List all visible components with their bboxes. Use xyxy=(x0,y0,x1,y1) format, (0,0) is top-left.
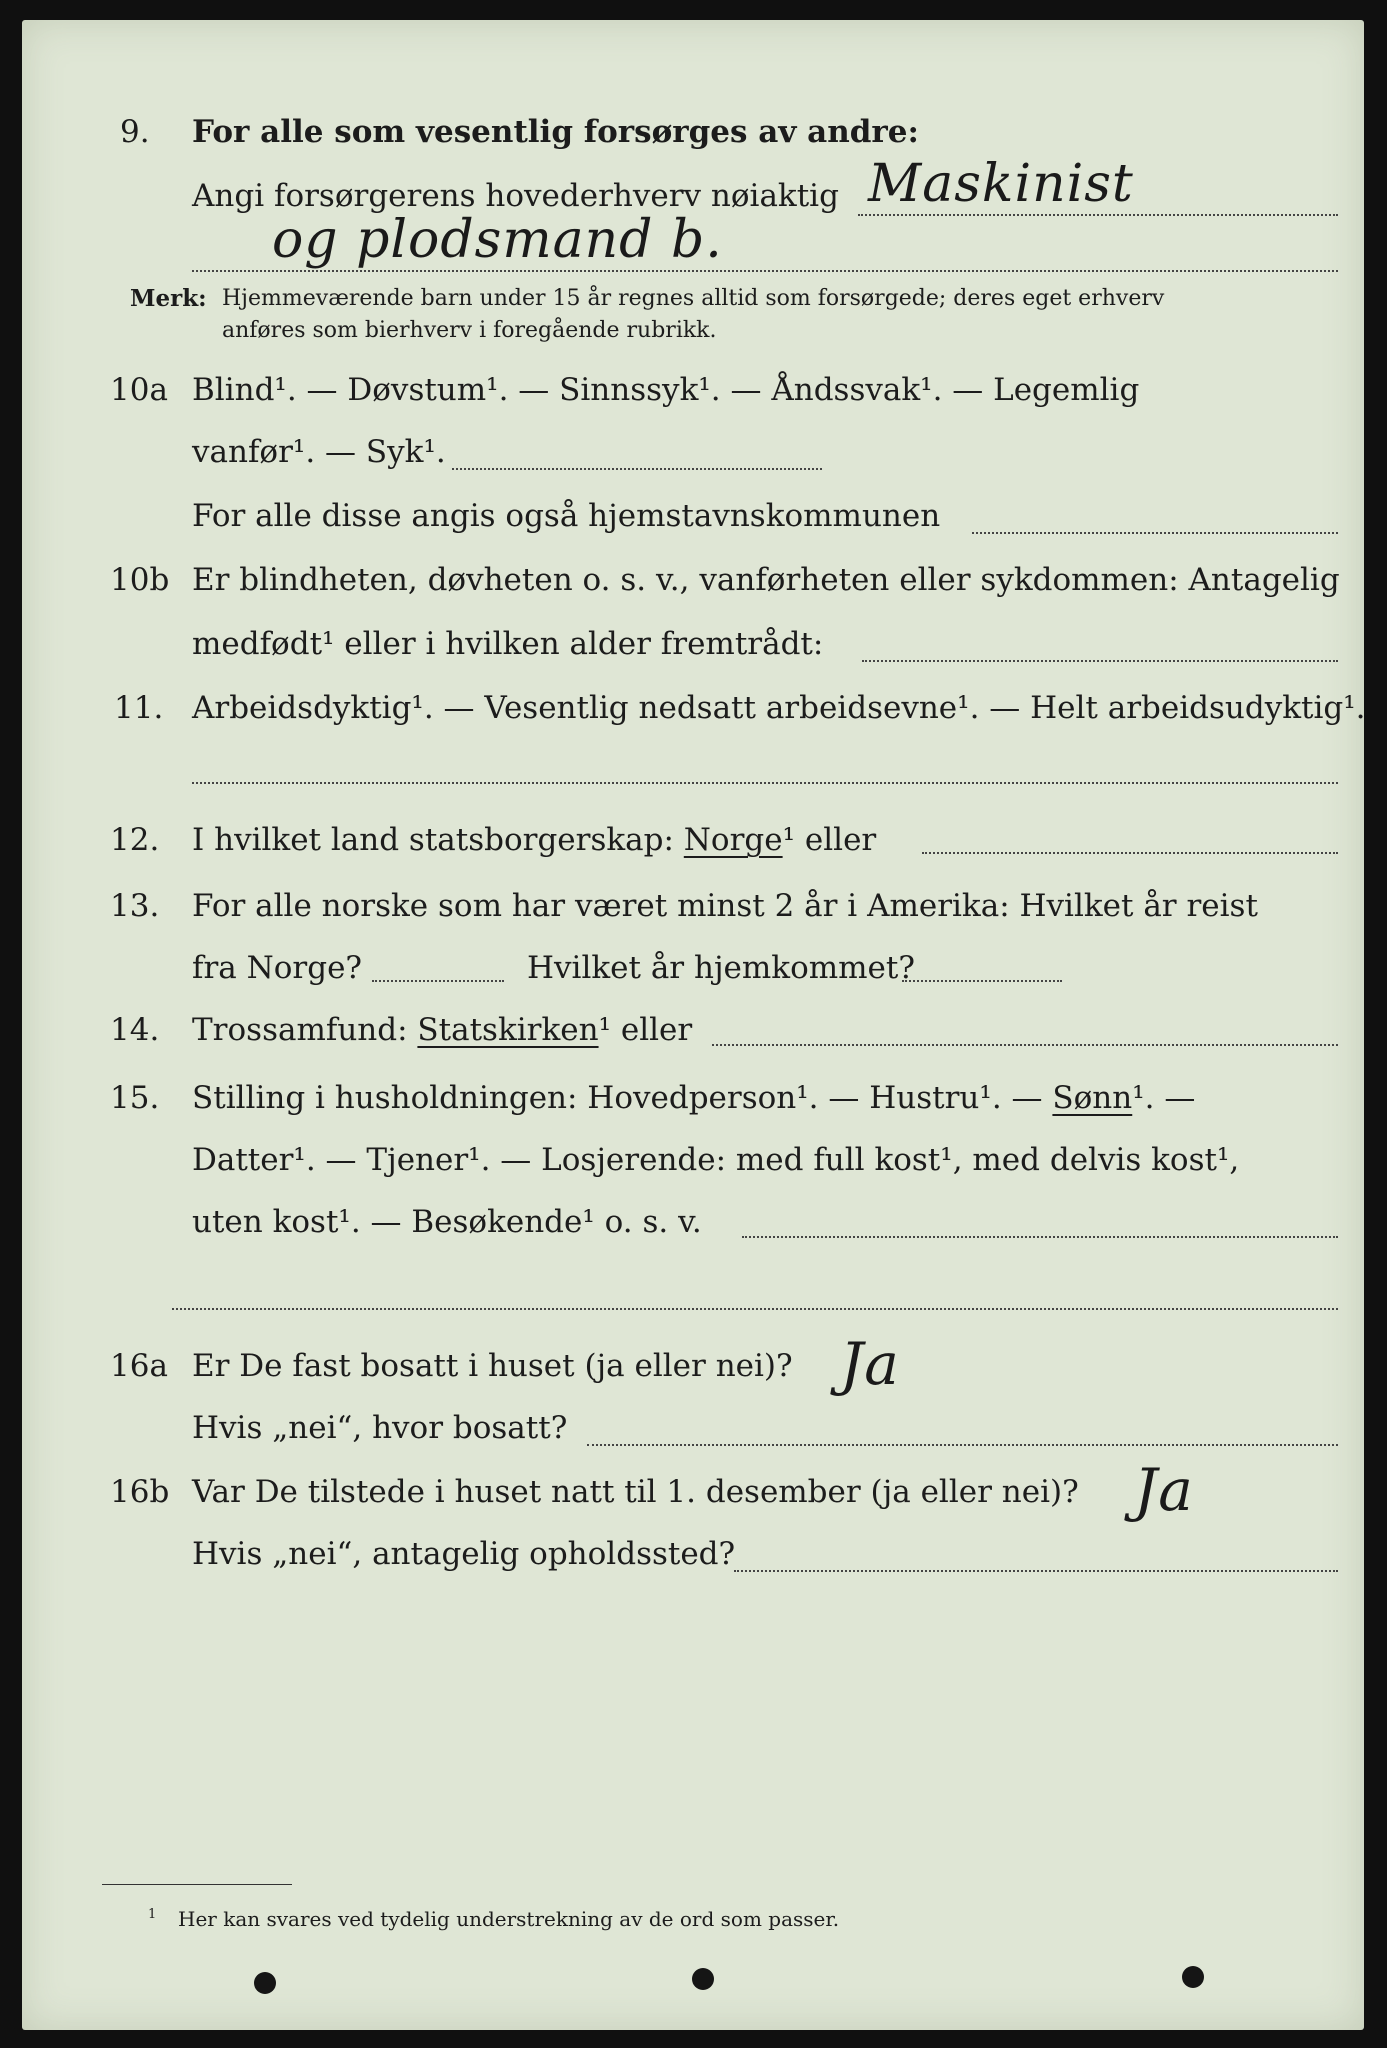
q10a-number: 10a xyxy=(110,372,168,408)
q13-text-1: For alle norske som har været minst 2 år i Amerika: Hvilket år reist xyxy=(192,888,1258,924)
q11-text: Arbeidsdyktig¹. — Vesentlig nedsatt arbeidsevne¹. — Helt arbeidsudyktig¹. xyxy=(192,690,1366,726)
punch-hole-center xyxy=(692,1968,714,1990)
q13-answer-line-2 xyxy=(902,980,1062,982)
q12-number: 12. xyxy=(110,822,160,858)
q10a-text-1: Blind¹. — Døvstum¹. — Sinnssyk¹. — Åndssvak¹. — Legemlig xyxy=(192,372,1140,408)
punch-hole-right xyxy=(1182,1966,1204,1988)
q13-answer-line-1 xyxy=(372,980,504,982)
q14-or: ¹ eller xyxy=(598,1012,693,1048)
q14-answer-line xyxy=(712,1044,1338,1046)
q11-answer-line xyxy=(192,782,1338,784)
census-form-page xyxy=(22,20,1364,2030)
q16b-text-2: Hvis „nei“, antagelig opholdssted? xyxy=(192,1536,736,1572)
q16b-number: 16b xyxy=(110,1474,170,1510)
q15-number: 15. xyxy=(110,1080,160,1116)
q12-selected-norge: Norge xyxy=(683,822,783,858)
q10b-text-2: medfødt¹ eller i hvilken alder fremtrådt: xyxy=(192,626,824,662)
merk-label: Merk: xyxy=(130,285,207,312)
q12-text xyxy=(192,820,876,860)
q15-selected-sonn: Sønn xyxy=(1052,1080,1133,1116)
q15-text-3: uten kost¹. — Besøkende¹ o. s. v. xyxy=(192,1204,702,1240)
q9-number: 9. xyxy=(120,114,150,150)
punch-hole-left xyxy=(254,1972,276,1994)
q15-text-1-pre: Stilling i husholdningen: Hovedperson¹. — Hustru¹. — xyxy=(192,1080,1043,1116)
q9-answer-line-2 xyxy=(192,270,1338,272)
q10b-number: 10b xyxy=(110,562,170,598)
q15-text-2: Datter¹. — Tjener¹. — Losjerende: med full kost¹, med delvis kost¹, xyxy=(192,1142,1240,1178)
q14-number: 14. xyxy=(110,1012,160,1048)
q10a-text-3: For alle disse angis også hjemstavnskommunen xyxy=(192,498,941,534)
q15-answer-line-2 xyxy=(172,1308,1338,1310)
q9-question: For alle som vesentlig forsørges av andre: xyxy=(192,114,919,150)
q15-answer-line-1 xyxy=(742,1236,1338,1238)
q16a-answer-line xyxy=(587,1444,1338,1446)
footnote-rule xyxy=(102,1884,292,1885)
q16b-text-1: Var De tilstede i huset natt til 1. desember (ja eller nei)? xyxy=(192,1474,1079,1510)
q15-text-1 xyxy=(192,1078,1195,1118)
q12-question: I hvilket land statsborgerskap: xyxy=(192,822,674,858)
q12-answer-line xyxy=(922,852,1338,854)
q14-selected-statskirken: Statskirken xyxy=(417,1012,599,1048)
q13-text-2b: Hvilket år hjemkommet? xyxy=(527,950,915,986)
q13-text-2a: fra Norge? xyxy=(192,950,363,986)
q10b-text-1: Er blindheten, døvheten o. s. v., vanførheten eller sykdommen: Antagelig xyxy=(192,562,1340,598)
q10a-answer-line-1 xyxy=(452,468,822,470)
merk-text-2: anføres som bierhverv i foregående rubrikk. xyxy=(222,318,717,343)
q16b-handwritten-answer: Ja xyxy=(1134,1456,1194,1524)
q12-or: ¹ eller xyxy=(782,822,877,858)
q16a-number: 16a xyxy=(110,1348,168,1384)
q16a-text-2: Hvis „nei“, hvor bosatt? xyxy=(192,1410,568,1446)
q14-question: Trossamfund: xyxy=(192,1012,408,1048)
q11-number: 11. xyxy=(114,690,164,726)
q9-handwritten-answer-2: og plodsmand b. xyxy=(272,210,723,270)
q9-handwritten-answer-1: Maskinist xyxy=(868,154,1134,214)
q16b-answer-line xyxy=(734,1570,1338,1572)
q9-prompt: Angi forsørgerens hovederhverv nøiaktig xyxy=(192,178,839,214)
q16a-handwritten-answer: Ja xyxy=(840,1330,900,1398)
footnote-mark: 1 xyxy=(148,1907,157,1922)
merk-text-1: Hjemmeværende barn under 15 år regnes alltid som forsørgede; deres eget erhverv xyxy=(222,286,1165,311)
q10a-text-2: vanfør¹. — Syk¹. xyxy=(192,434,446,470)
q10a-answer-line-2 xyxy=(972,532,1338,534)
footnote-text: Her kan svares ved tydelig understrekning av de ord som passer. xyxy=(178,1907,840,1931)
q13-number: 13. xyxy=(110,888,160,924)
q14-text xyxy=(192,1010,692,1050)
q16a-text-1: Er De fast bosatt i huset (ja eller nei)? xyxy=(192,1348,793,1384)
q10b-answer-line xyxy=(862,660,1338,662)
q9-answer-line-1 xyxy=(858,214,1338,216)
q15-text-1-post: ¹. — xyxy=(1132,1080,1196,1116)
